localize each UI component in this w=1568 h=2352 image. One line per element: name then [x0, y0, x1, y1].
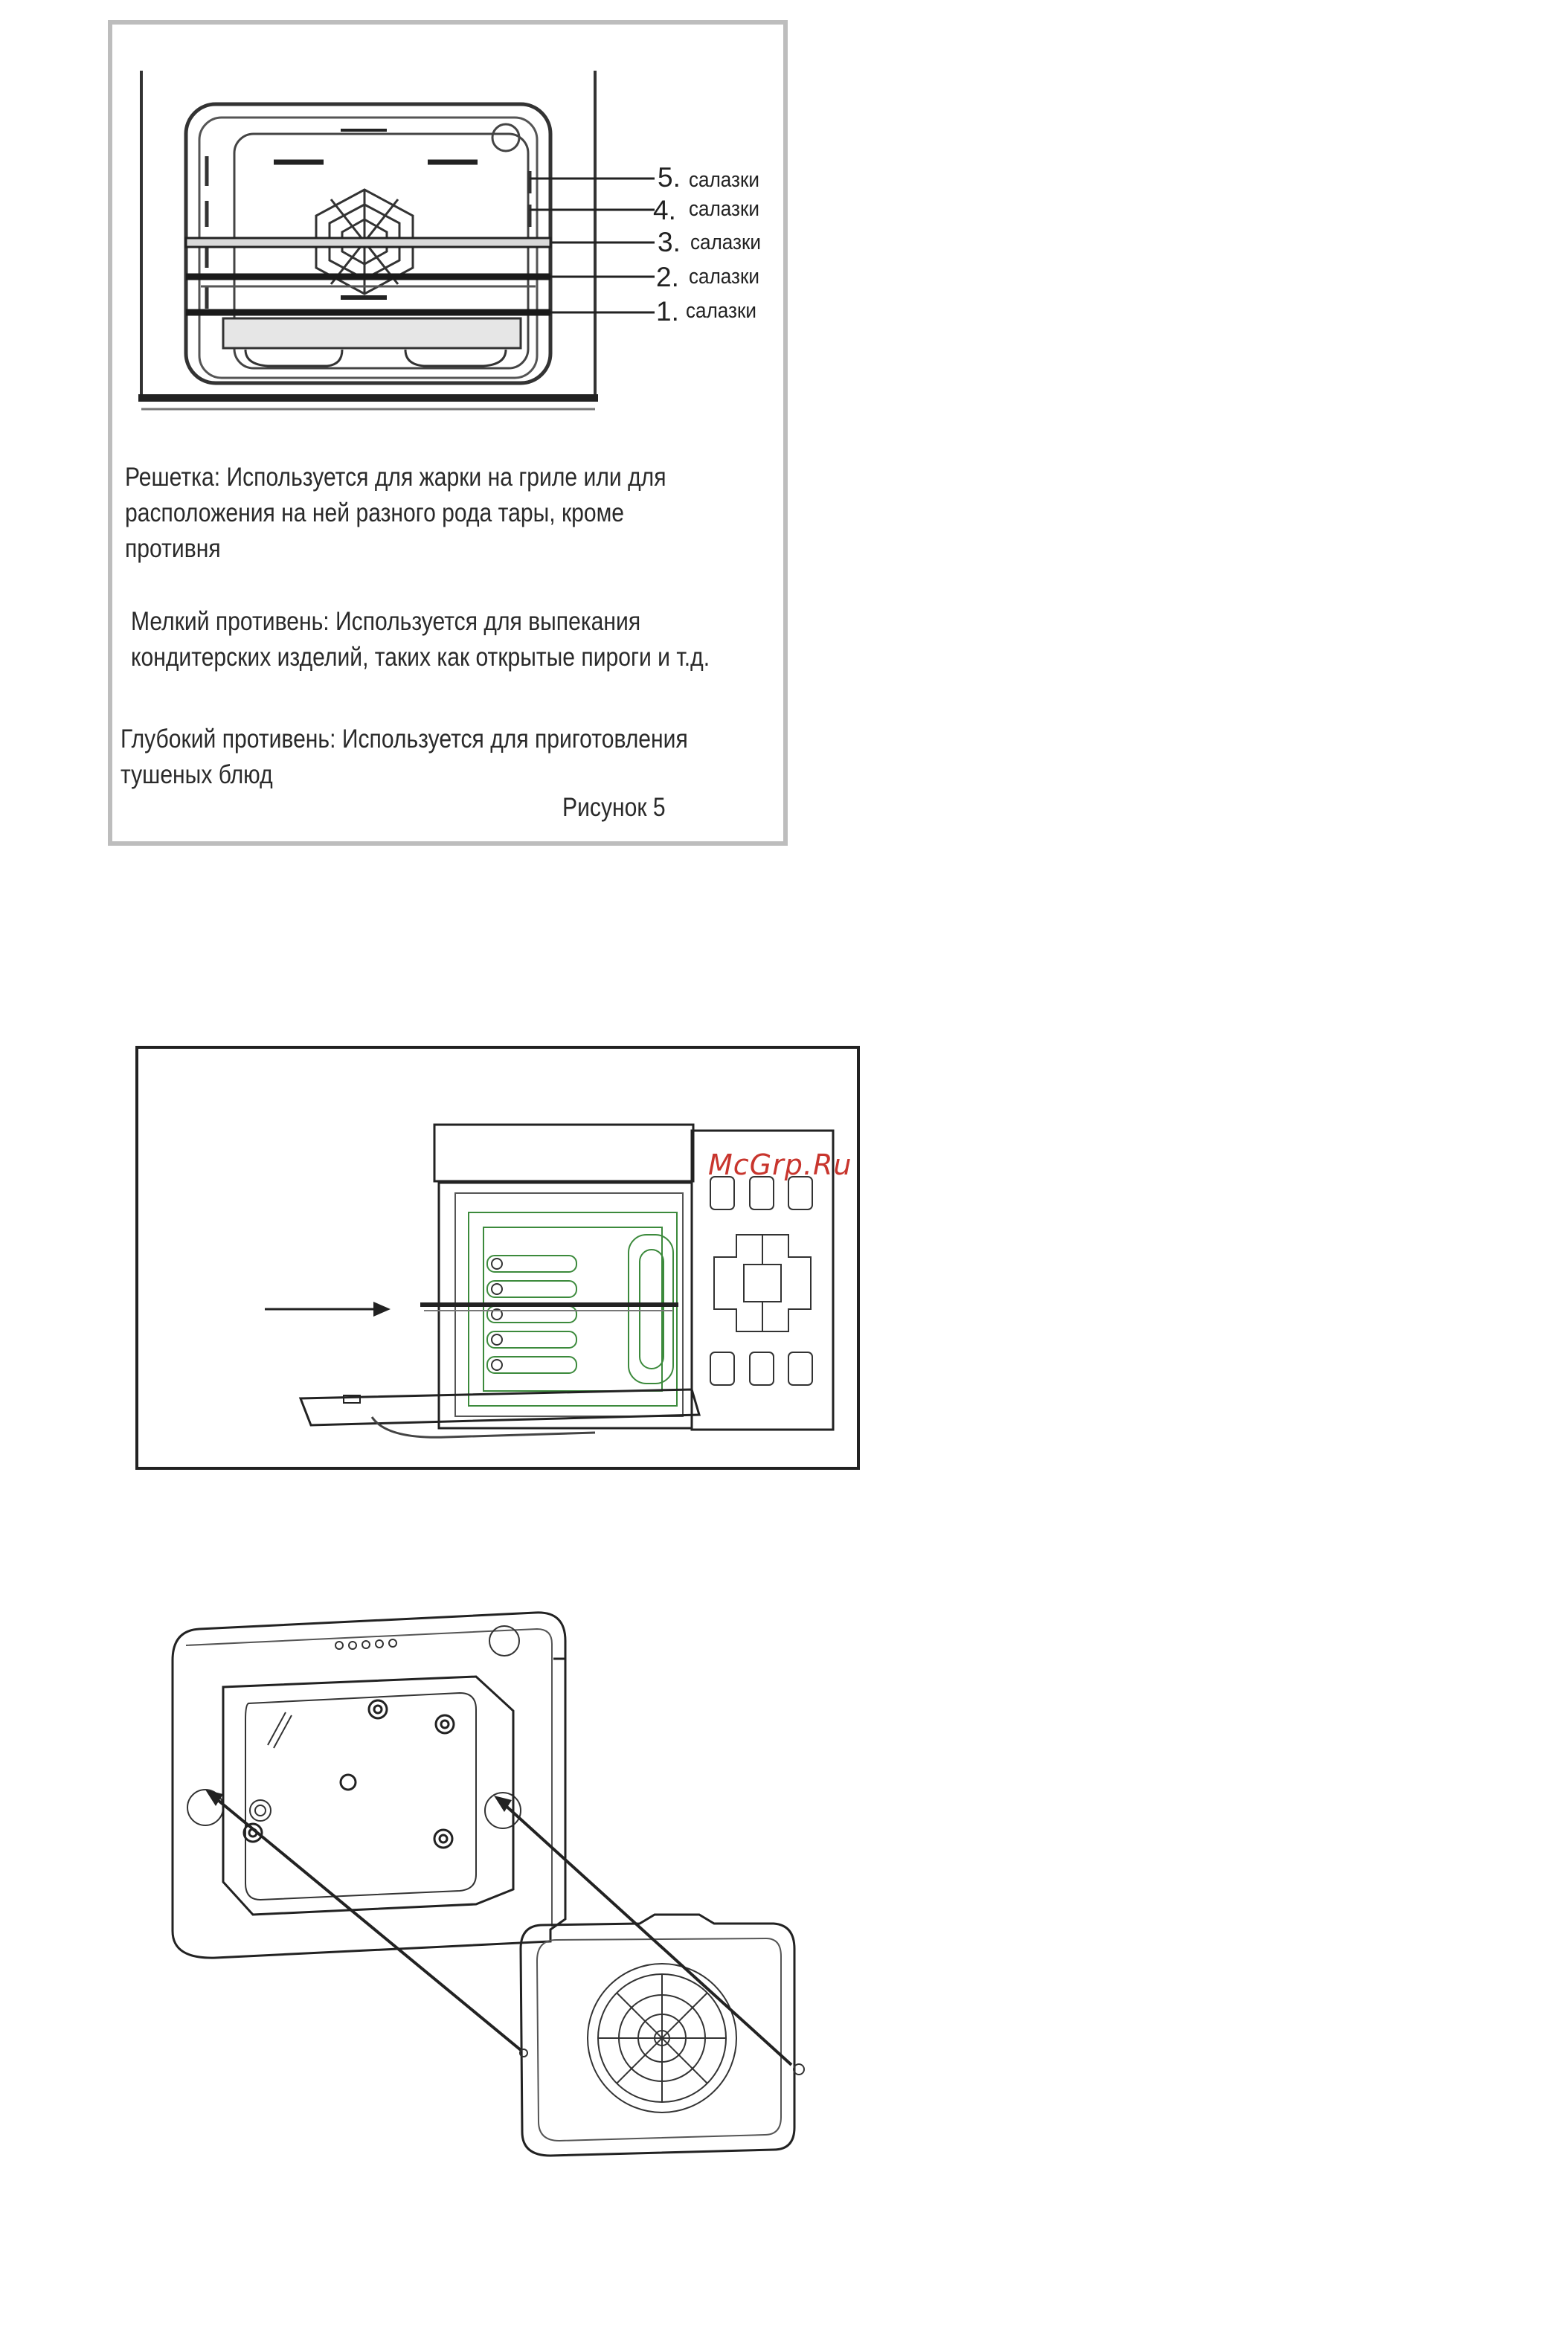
- shelf-5-number: 5.: [658, 162, 681, 193]
- shelf-3-number: 3.: [658, 227, 681, 257]
- deep-tray-description: [121, 722, 688, 793]
- shelf-1-label: салазки: [686, 299, 756, 323]
- figure-5-caption: Рисунок 5: [562, 793, 666, 822]
- rack-line-3: противня: [125, 534, 221, 563]
- shallow-tray-description: [131, 604, 710, 675]
- shelf-2-number: 2.: [656, 262, 679, 292]
- deep-line-1: Глубокий противень: Используется для приготовления: [121, 724, 688, 754]
- shelf-4-label: салазки: [689, 197, 759, 221]
- shelf-3-label: салазки: [690, 231, 761, 254]
- shallow-line-2: кондитерских изделий, таких как открытые пироги и т.д.: [131, 643, 710, 672]
- rack-line-1: Решетка: Используется для жарки на гриле или для: [125, 463, 666, 492]
- rack-description: [125, 460, 666, 567]
- shelf-2-label: салазки: [689, 265, 759, 289]
- shelf-5-label: салазки: [689, 168, 759, 192]
- rack-line-2: расположения на ней разного рода тары, кроме: [125, 498, 625, 527]
- deep-line-2: тушеных блюд: [121, 760, 273, 789]
- shelf-4-number: 4.: [653, 195, 676, 225]
- shallow-line-1: Мелкий противень: Используется для выпекания: [131, 607, 641, 636]
- watermark-logo: McGrp.Ru: [708, 1148, 852, 1181]
- shelf-1-number: 1.: [656, 296, 679, 327]
